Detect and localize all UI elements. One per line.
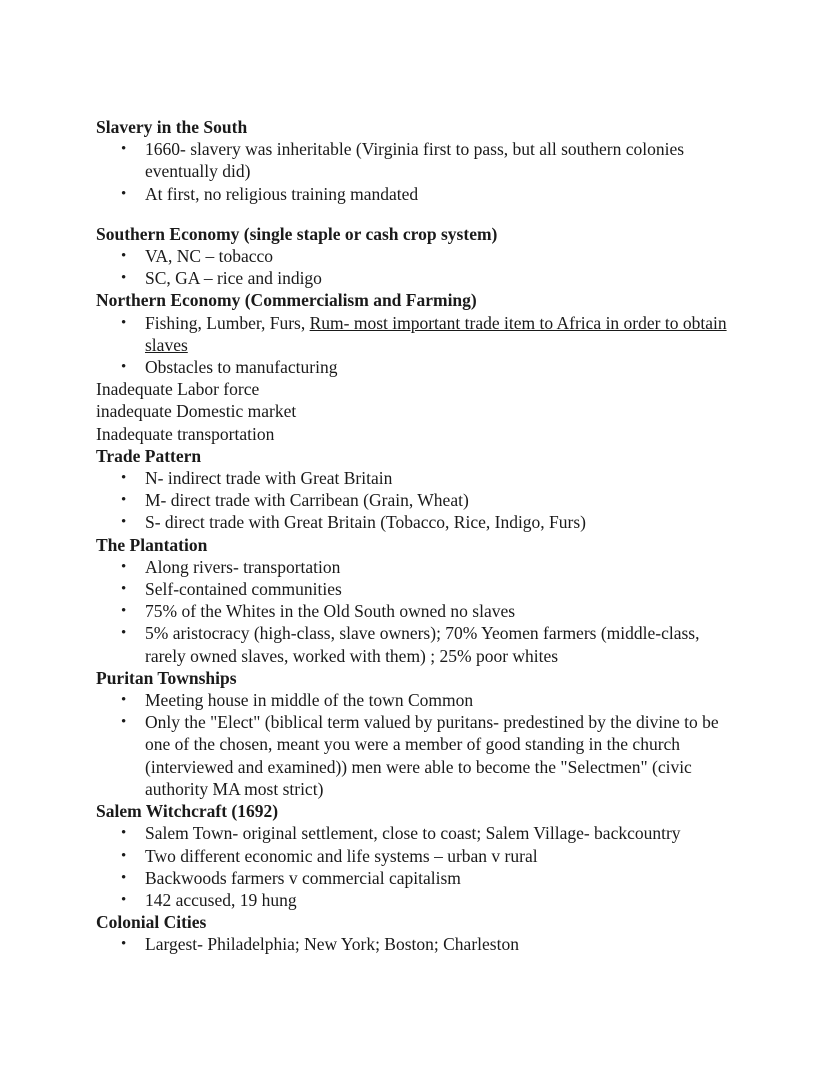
text-run: 142 accused, 19 hung bbox=[145, 889, 297, 910]
bullet-item bbox=[96, 933, 731, 955]
text-run: VA, NC – tobacco bbox=[145, 246, 273, 267]
section-heading: Slavery in the South bbox=[96, 117, 248, 137]
bullet-item bbox=[96, 689, 731, 711]
plain-line: Inadequate Labor force bbox=[96, 379, 260, 400]
bullet-text bbox=[145, 712, 719, 799]
bullet-text bbox=[145, 690, 473, 710]
section-heading: Colonial Cities bbox=[96, 912, 207, 933]
bullet-icon: • bbox=[121, 825, 127, 842]
bullet-icon: • bbox=[121, 603, 127, 620]
underlined-text-run: Rum- most important trade item to Africa in order to obtain slaves bbox=[145, 312, 727, 355]
bullet-text bbox=[145, 468, 392, 488]
text-run: SC, GA – rice and indigo bbox=[145, 268, 322, 289]
plain-line: Inadequate transportation bbox=[96, 423, 275, 444]
bullet-icon: • bbox=[121, 248, 127, 265]
bullet-icon: • bbox=[121, 869, 127, 886]
bullet-text bbox=[145, 890, 297, 910]
bullet-icon: • bbox=[121, 891, 127, 908]
text-run: Meeting house in middle of the town Common bbox=[145, 690, 474, 711]
bullet-item bbox=[96, 267, 731, 289]
bullet-text bbox=[145, 557, 340, 577]
text-run: S- direct trade with Great Britain (Tobacco, Rice, Indigo, Furs) bbox=[145, 512, 587, 533]
bullet-text bbox=[145, 490, 469, 510]
bullet-text bbox=[145, 623, 700, 665]
bullet-text bbox=[145, 579, 342, 599]
text-run: Self-contained communities bbox=[145, 579, 342, 600]
bullet-item bbox=[96, 138, 731, 182]
section-heading: Puritan Townships bbox=[96, 667, 237, 688]
text-run: At first, no religious training mandated bbox=[145, 183, 419, 204]
text-run: Along rivers- transportation bbox=[145, 556, 341, 577]
text-run: N- indirect trade with Great Britain bbox=[145, 468, 393, 489]
text-run: Backwoods farmers v commercial capitalism bbox=[145, 867, 461, 888]
text-run: 1660- slavery was inheritable (Virginia first to pass, but all southern colonies eventually did) bbox=[145, 139, 685, 182]
bullet-item bbox=[96, 489, 731, 511]
text-run: Two different economic and life systems – urban v rural bbox=[145, 845, 538, 866]
bullet-item bbox=[96, 511, 731, 533]
text-run: 75% of the Whites in the Old South owned no slaves bbox=[145, 601, 516, 622]
section-heading: The Plantation bbox=[96, 534, 208, 555]
text-run: 5% aristocracy (high-class, slave owners); 70% Yeomen farmers (middle-class, rarely owned slaves, worked with them) ; 25% poor whites bbox=[145, 623, 700, 666]
text-run: Salem Town- original settlement, close to coast; Salem Village- backcountry bbox=[145, 823, 681, 844]
bullet-icon: • bbox=[121, 470, 127, 487]
text-run: Obstacles to manufacturing bbox=[145, 357, 338, 378]
bullet-text bbox=[145, 139, 684, 181]
bullet-text bbox=[145, 868, 461, 888]
bullet-item bbox=[96, 889, 731, 911]
bullet-item bbox=[96, 600, 731, 622]
bullet-icon: • bbox=[121, 847, 127, 864]
bullet-icon: • bbox=[121, 185, 127, 202]
bullet-icon: • bbox=[121, 692, 127, 709]
text-run: Fishing, Lumber, Furs, bbox=[145, 312, 310, 333]
bullet-item bbox=[96, 622, 731, 666]
bullet-item bbox=[96, 356, 731, 378]
bullet-item bbox=[96, 845, 731, 867]
bullet-item bbox=[96, 245, 731, 267]
bullet-icon: • bbox=[121, 625, 127, 642]
plain-line: inadequate Domestic market bbox=[96, 401, 297, 422]
bullet-item bbox=[96, 867, 731, 889]
document-body bbox=[96, 116, 731, 956]
bullet-icon: • bbox=[121, 936, 127, 953]
bullet-item bbox=[96, 578, 731, 600]
bullet-icon: • bbox=[121, 314, 127, 331]
bullet-icon: • bbox=[121, 514, 127, 531]
bullet-text bbox=[145, 268, 322, 288]
bullet-text bbox=[145, 512, 586, 532]
bullet-item bbox=[96, 183, 731, 205]
section-heading: Southern Economy (single staple or cash crop system) bbox=[96, 223, 498, 244]
section-heading: Salem Witchcraft (1692) bbox=[96, 801, 279, 822]
text-run: Only the "Elect" (biblical term valued by puritans- predestined by the divine to be one of the chosen, meant you were a member of good standing in the church (interviewed and examined)) men were able to become the "Selectmen" (civic authority MA most strict) bbox=[145, 712, 719, 799]
text-run: M- direct trade with Carribean (Grain, Wheat) bbox=[145, 490, 469, 511]
bullet-icon: • bbox=[121, 492, 127, 509]
bullet-text bbox=[145, 184, 418, 204]
bullet-text bbox=[145, 934, 519, 954]
bullet-icon: • bbox=[121, 270, 127, 287]
bullet-item bbox=[96, 822, 731, 844]
bullet-icon: • bbox=[121, 359, 127, 376]
blank-line bbox=[96, 205, 731, 223]
bullet-text bbox=[145, 846, 538, 866]
text-run: Largest- Philadelphia; New York; Boston; Charleston bbox=[145, 934, 519, 955]
bullet-icon: • bbox=[121, 141, 127, 158]
bullet-icon: • bbox=[121, 558, 127, 575]
bullet-icon: • bbox=[121, 714, 127, 731]
bullet-item bbox=[96, 467, 731, 489]
bullet-text bbox=[145, 823, 681, 843]
section-heading: Trade Pattern bbox=[96, 445, 202, 466]
bullet-text bbox=[145, 313, 727, 355]
bullet-item bbox=[96, 711, 731, 800]
bullet-text bbox=[145, 601, 515, 621]
bullet-item bbox=[96, 556, 731, 578]
bullet-icon: • bbox=[121, 581, 127, 598]
section-heading: Northern Economy (Commercialism and Farming) bbox=[96, 290, 477, 311]
bullet-text bbox=[145, 357, 337, 377]
bullet-item bbox=[96, 312, 731, 356]
bullet-text bbox=[145, 246, 273, 266]
